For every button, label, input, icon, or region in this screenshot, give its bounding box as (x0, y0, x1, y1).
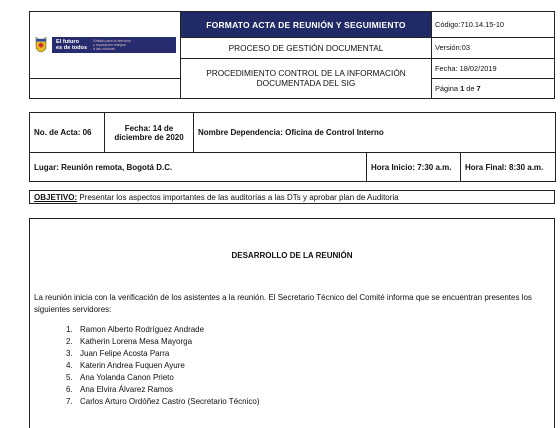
act-number: No. de Acta: 06 (30, 113, 105, 153)
meeting-date: Fecha: 14 de diciembre de 2020 (105, 113, 194, 153)
development-section (29, 218, 555, 428)
logo-cell-bottom (30, 78, 181, 98)
objective-text: Presentar los aspectos importantes de las auditorías a las DTs y aprobar plan de Auditoria (77, 193, 399, 202)
page-separator: de (464, 83, 477, 93)
page-number (432, 78, 555, 98)
list-item (66, 360, 259, 372)
attendee-name: Juan Felipe Acosta Parra (80, 349, 170, 358)
list-item-number: 3. (66, 349, 73, 358)
attendee-name: Carlos Arturo Ordóñez Castro (Secretario Técnico) (80, 397, 260, 406)
form-title: FORMATO ACTA DE REUNIÓN Y SEGUIMIENTO (181, 12, 432, 38)
brand-tagline: Unidad para la atención y reparación integral a las víctimas (93, 38, 132, 52)
form-code: Código:710.14.15-10 (432, 12, 555, 38)
attendee-name: Ana Elvira Álvarez Ramos (80, 385, 173, 394)
attendee-name: Ana Yolanda Canon Prieto (80, 373, 174, 382)
organization-logo (34, 37, 176, 53)
document-header (29, 11, 555, 99)
procedure-name: PROCEDIMIENTO CONTROL DE LA INFORMACIÓN DOCUMENTADA DEL SIG (181, 58, 432, 98)
list-item-number: 2. (66, 337, 73, 346)
list-item-number: 7. (66, 397, 73, 406)
colombia-seal-icon (34, 37, 48, 53)
list-item (66, 324, 259, 336)
brand-name: El futuro es de todos (56, 38, 88, 51)
page-prefix: Página (435, 83, 461, 93)
page-current: 1 (460, 83, 465, 93)
attendee-list (66, 324, 259, 408)
page-total: 7 (476, 83, 481, 93)
attendee-name: Katerin Andrea Fuquen Ayure (80, 361, 185, 370)
form-date: Fecha: 18/02/2019 (432, 58, 555, 78)
brand-banner (52, 37, 176, 53)
form-version: Versión:03 (432, 38, 555, 59)
list-item (66, 396, 259, 408)
attendee-name: Ramon Alberto Rodríguez Andrade (80, 325, 205, 334)
development-intro: La reunión inicia con la verificación de los asistentes a la reunión. El Secretario Técnico del Comité informa que se encuentran presentes los siguientes servidores: (34, 293, 532, 314)
attendee-name: Katherin Lorena Mesa Mayorga (80, 337, 193, 346)
meeting-info-table (29, 112, 556, 182)
list-item-number: 1. (66, 325, 73, 334)
development-title: DESARROLLO DE LA REUNIÓN (231, 251, 353, 260)
list-item (66, 372, 259, 384)
end-time: Hora Final: 8:30 a.m. (461, 153, 556, 182)
list-item (66, 384, 259, 396)
list-item-number: 4. (66, 361, 73, 370)
objective-row (29, 190, 555, 204)
dependency-name: Nombre Dependencia: Oficina de Control Interno (194, 113, 556, 153)
list-item-number: 5. (66, 373, 73, 382)
logo-cell (30, 12, 181, 79)
meeting-place: Lugar: Reunión remota, Bogotá D.C. (30, 153, 367, 182)
list-item (66, 336, 259, 348)
list-item-number: 6. (66, 385, 73, 394)
header-table (29, 11, 555, 99)
list-item (66, 348, 259, 360)
objective-label: OBJETIVO: (34, 193, 78, 202)
process-name: PROCESO DE GESTIÓN DOCUMENTAL (181, 38, 432, 59)
meeting-info (29, 112, 555, 181)
start-time: Hora Inicio: 7:30 a.m. (367, 153, 461, 182)
